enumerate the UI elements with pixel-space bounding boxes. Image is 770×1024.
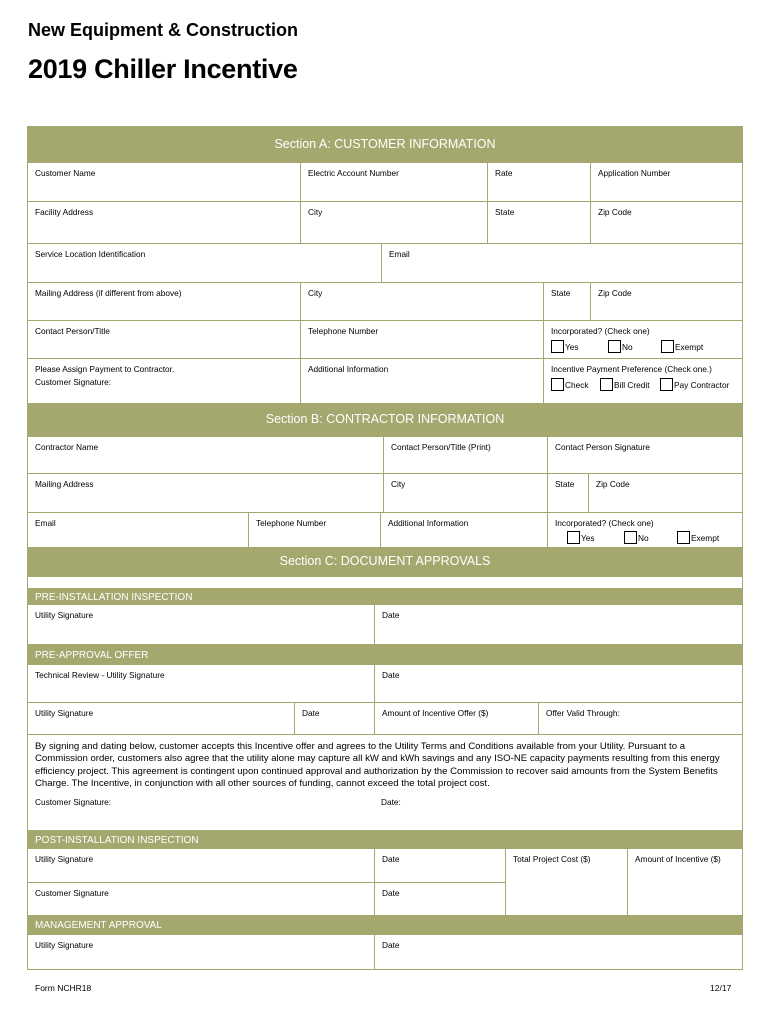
mailing-zip-label: Zip Code [598, 288, 632, 298]
incorporated-exempt-checkbox[interactable] [661, 340, 703, 353]
mgmt-utility-signature-field[interactable] [27, 934, 375, 970]
contractor-incorporated-label: Incorporated? (Check one) [555, 518, 654, 528]
service-location-label: Service Location Identification [35, 249, 146, 259]
contractor-mailing-field[interactable] [27, 473, 384, 513]
service-location-field[interactable] [27, 243, 382, 283]
contractor-yes-label: Yes [581, 533, 595, 543]
payment-bill-credit-checkbox[interactable] [600, 378, 650, 391]
contractor-zip-label: Zip Code [596, 479, 630, 489]
mailing-city-field[interactable] [300, 282, 544, 321]
contractor-state-field[interactable] [547, 473, 589, 513]
amount-incentive-label: Amount of Incentive ($) [635, 854, 721, 864]
mailing-state-field[interactable] [543, 282, 591, 321]
pre-installation-bar [27, 588, 743, 605]
customer-date-line-label: Date: [381, 797, 401, 807]
rate-field[interactable] [487, 162, 591, 202]
incentive-offer-amount-label: Amount of Incentive Offer ($) [382, 708, 489, 718]
mailing-zip-field[interactable] [590, 282, 743, 321]
mailing-state-label: State [551, 288, 571, 298]
post-customer-date-label: Date [382, 888, 400, 898]
tech-review-label: Technical Review - Utility Signature [35, 670, 165, 680]
assign-payment-label: Please Assign Payment to Contractor. [35, 364, 175, 374]
telephone-field[interactable] [300, 320, 544, 359]
email-label: Email [389, 249, 410, 259]
payment-preference-label: Incentive Payment Preference (Check one.) [551, 364, 712, 374]
incorporated-yes-checkbox[interactable] [551, 340, 579, 353]
contact-person-label: Contact Person/Title [35, 326, 110, 336]
offer-utility-signature-field[interactable] [27, 702, 295, 735]
post-customer-signature-label: Customer Signature [35, 888, 109, 898]
contractor-additional-field[interactable] [380, 512, 548, 548]
customer-date-input[interactable] [410, 797, 610, 811]
pre-utility-signature-label: Utility Signature [35, 610, 94, 620]
offer-valid-field[interactable] [538, 702, 743, 735]
contractor-name-field[interactable] [27, 436, 384, 474]
section-b-header [27, 403, 743, 437]
mailing-address-field[interactable] [27, 282, 301, 321]
pay-contractor-label: Pay Contractor [674, 380, 730, 390]
telephone-label: Telephone Number [308, 326, 379, 336]
tech-date-field[interactable] [374, 664, 743, 703]
mgmt-date-field[interactable] [374, 934, 743, 970]
management-approval-bar [27, 915, 743, 935]
customer-signature-line-label: Customer Signature: [35, 797, 112, 807]
contractor-yes-checkbox[interactable] [567, 531, 595, 544]
amount-incentive-field[interactable] [627, 848, 743, 916]
post-utility-signature-field[interactable] [27, 848, 375, 883]
contractor-zip-field[interactable] [588, 473, 743, 513]
incorporated-no-checkbox[interactable] [608, 340, 633, 353]
section-a-header [27, 126, 743, 162]
facility-address-field[interactable] [27, 201, 301, 244]
contractor-exempt-checkbox[interactable] [677, 531, 719, 544]
incentive-offer-amount-field[interactable] [374, 702, 539, 735]
electric-account-label: Electric Account Number [308, 168, 399, 178]
contact-print-field[interactable] [383, 436, 548, 474]
post-date-label: Date [382, 854, 400, 864]
total-project-cost-field[interactable] [505, 848, 628, 916]
assign-payment-field[interactable] [27, 358, 301, 404]
total-project-cost-label: Total Project Cost ($) [513, 854, 591, 864]
tech-date-label: Date [382, 670, 400, 680]
state-field[interactable] [487, 201, 591, 244]
pre-approval-bar [27, 644, 743, 665]
check-label: Check [565, 380, 589, 390]
contractor-city-field[interactable] [383, 473, 548, 513]
post-installation-bar [27, 830, 743, 849]
page-title: 2019 Chiller Incentive [28, 54, 298, 84]
email-field[interactable] [381, 243, 743, 283]
section-b-title: Section B: CONTRACTOR INFORMATION [265, 412, 505, 426]
section-c-header [27, 547, 743, 577]
payment-pay-contractor-checkbox[interactable] [660, 378, 729, 391]
section-a-title: Section A: CUSTOMER INFORMATION [274, 137, 496, 151]
post-date-field[interactable] [374, 848, 506, 883]
contractor-email-field[interactable] [27, 512, 249, 548]
application-number-label: Application Number [598, 168, 671, 178]
pre-installation-title: PRE-INSTALLATION INSPECTION [35, 592, 193, 603]
section-c-title: Section C: DOCUMENT APPROVALS [279, 554, 491, 568]
customer-signature-label: Customer Signature: [35, 377, 112, 387]
contractor-exempt-label: Exempt [691, 533, 720, 543]
customer-name-field[interactable] [27, 162, 301, 202]
incorporated-label: Incorporated? (Check one) [551, 326, 650, 336]
mgmt-utility-signature-label: Utility Signature [35, 940, 94, 950]
mgmt-date-label: Date [382, 940, 400, 950]
bill-credit-label: Bill Credit [614, 380, 650, 390]
payment-check-checkbox[interactable] [551, 378, 589, 391]
city-label: City [308, 207, 323, 217]
application-number-field[interactable] [590, 162, 743, 202]
rate-label: Rate [495, 168, 513, 178]
zip-field[interactable] [590, 201, 743, 244]
mailing-city-label: City [308, 288, 323, 298]
offer-utility-signature-label: Utility Signature [35, 708, 94, 718]
yes-label: Yes [565, 342, 579, 352]
offer-date-field[interactable] [294, 702, 375, 735]
mailing-address-label: Mailing Address (if different from above) [35, 288, 182, 298]
post-utility-signature-label: Utility Signature [35, 854, 94, 864]
contractor-name-label: Contractor Name [35, 442, 99, 452]
zip-label: Zip Code [598, 207, 632, 217]
post-installation-title: POST-INSTALLATION INSPECTION [35, 835, 199, 846]
post-customer-date-field[interactable] [374, 882, 506, 916]
contractor-no-label: No [638, 533, 649, 543]
additional-info-label: Additional Information [308, 364, 389, 374]
electric-account-field[interactable] [300, 162, 488, 202]
additional-info-field[interactable] [300, 358, 544, 404]
state-label: State [495, 207, 515, 217]
contact-signature-label: Contact Person Signature [555, 442, 651, 452]
form-revision-date: 12/17 [710, 983, 732, 993]
form-number: Form NCHR18 [35, 983, 92, 993]
contact-person-field[interactable] [27, 320, 301, 359]
page-subtitle: New Equipment & Construction [28, 20, 298, 40]
contact-signature-field[interactable] [547, 436, 743, 474]
offer-date-label: Date [302, 708, 320, 718]
offer-valid-label: Offer Valid Through: [546, 708, 620, 718]
city-field[interactable] [300, 201, 488, 244]
post-customer-signature-field[interactable] [27, 882, 375, 916]
contact-print-label: Contact Person/Title (Print) [391, 442, 491, 452]
management-approval-title: MANAGEMENT APPROVAL [35, 920, 162, 931]
contractor-city-label: City [391, 479, 406, 489]
no-label: No [622, 342, 633, 352]
pre-date-field[interactable] [374, 604, 743, 645]
customer-signature-input[interactable] [130, 797, 370, 811]
contractor-telephone-field[interactable] [248, 512, 381, 548]
customer-name-label: Customer Name [35, 168, 96, 178]
contractor-state-label: State [555, 479, 575, 489]
pre-approval-title: PRE-APPROVAL OFFER [35, 650, 149, 661]
contractor-no-checkbox[interactable] [624, 531, 649, 544]
contractor-telephone-label: Telephone Number [256, 518, 327, 528]
contractor-mailing-label: Mailing Address [35, 479, 94, 489]
contractor-additional-label: Additional Information [388, 518, 469, 528]
pre-utility-signature-field[interactable] [27, 604, 375, 645]
tech-review-field[interactable] [27, 664, 375, 703]
agreement-text: By signing and dating below, customer accepts this Incentive offer and agrees to the Utility Terms and Conditions available from your Utility. Pursuant to a Commission order, customers also agree that the utility alone may capture all kW and kWh savings and any ISO-NE capacity payments resulting from this energy efficiency project. This agreement is contingent upon continued approval and authorization by the Commission to recover said amounts from the System Benefits Charge. The Incentive, in conjunction with all other sources of funding, cannot exceed the total project cost. [35, 741, 720, 790]
facility-address-label: Facility Address [35, 207, 94, 217]
contractor-email-label: Email [35, 518, 56, 528]
pre-date-label: Date [382, 610, 400, 620]
exempt-label: Exempt [675, 342, 704, 352]
